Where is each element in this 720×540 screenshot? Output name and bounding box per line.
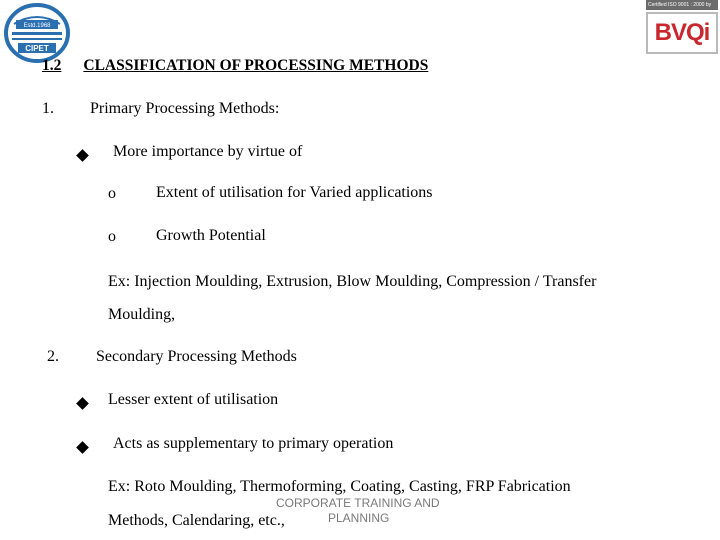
circle-bullet-icon: o — [108, 228, 116, 245]
bvqi-logo — [646, 0, 718, 54]
section2-bullet: Acts as supplementary to primary operation — [113, 435, 394, 452]
diamond-bullet-icon — [78, 147, 87, 165]
section1-subitem: Growth Potential — [156, 227, 266, 244]
footer-line2: PLANNING — [328, 511, 390, 525]
cipet-name-text: CIPET — [25, 44, 49, 53]
section1-bullet: More importance by virtue of — [113, 143, 303, 160]
section1-example-line1: Ex: Injection Moulding, Extrusion, Blow Moulding, Compression / Transfer — [108, 273, 597, 290]
bvqi-brand-text: BVQi — [654, 19, 710, 46]
section1-heading: Primary Processing Methods: — [90, 100, 280, 117]
title-number: 1.2 — [42, 57, 62, 74]
cipet-estd-text: Estd.1968 — [23, 23, 51, 29]
section2-example-line2: Methods, Calendaring, etc., — [108, 512, 285, 529]
cipet-logo — [2, 2, 72, 64]
section2-example-line1: Ex: Roto Moulding, Thermoforming, Coating, Casting, FRP Fabrication — [108, 478, 571, 495]
section1-subitem: Extent of utilisation for Varied applications — [156, 184, 433, 201]
circle-bullet-icon: o — [108, 185, 116, 202]
title-text: CLASSIFICATION OF PROCESSING METHODS — [83, 57, 429, 74]
diamond-bullet-icon — [78, 395, 87, 413]
section2-bullet: Lesser extent of utilisation — [108, 391, 279, 408]
section2-heading: Secondary Processing Methods — [96, 348, 297, 365]
section2-number: 2. — [47, 348, 59, 365]
section1-example-line2: Moulding, — [108, 306, 176, 323]
diamond-bullet-icon — [78, 439, 87, 457]
section1-number: 1. — [42, 100, 54, 117]
bvqi-cert-text: Certified ISO 9001 : 2000 by — [646, 0, 718, 10]
page-title — [42, 57, 428, 75]
footer-line1: CORPORATE TRAINING AND — [276, 496, 440, 510]
